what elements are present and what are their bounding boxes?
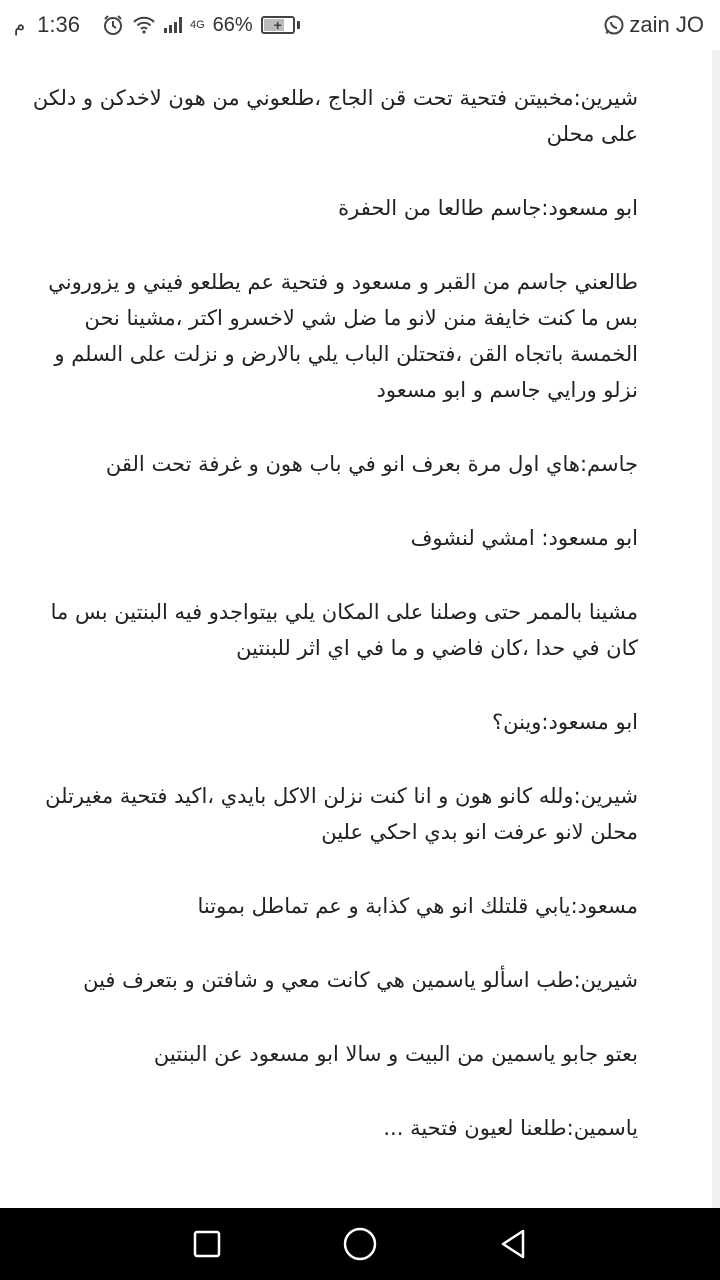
battery-percent: 66% — [212, 13, 253, 36]
status-left-group — [14, 12, 300, 38]
story-content[interactable] — [0, 50, 720, 1208]
network-type: 4G — [189, 19, 205, 31]
wifi-icon — [132, 15, 156, 35]
triangle-back-icon — [497, 1228, 529, 1260]
story-paragraph: ابو مسعود:وينن؟ — [491, 710, 638, 734]
clock: 1:36 — [37, 12, 80, 37]
carrier-name: zain JO — [629, 12, 704, 37]
status-bar — [0, 0, 720, 50]
story-paragraph: ابو مسعود: امشي لنشوف — [410, 526, 638, 550]
story-paragraph: بعتو جابو ياسمين من البيت و سالا ابو مسعود عن البنتين — [153, 1042, 638, 1066]
story-paragraph: مسعود:يابي قلتلك انو هي كذابة و عم تماطل بموتنا — [197, 894, 638, 918]
alarm-icon — [102, 14, 124, 36]
ampm-indicator: م — [14, 14, 26, 35]
back-button[interactable] — [483, 1214, 543, 1274]
story-paragraph: شيرين:ولله كانو هون و انا كنت نزلن الاكل بايدي ،اكيد فتحية مغيرتلن محلن لانو عرفت انو بدي احكي علين — [45, 784, 638, 844]
status-right-group — [603, 12, 704, 38]
story-paragraph: شيرين:طب اسألو ياسمين هي كانت معي و شافتن و بتعرف فين — [83, 968, 638, 992]
square-icon — [192, 1229, 222, 1259]
scroll-edge — [712, 50, 720, 1208]
signal-strength-icon — [164, 17, 182, 33]
story-paragraph: جاسم:هاي اول مرة بعرف انو في باب هون و غرفة تحت القن — [105, 452, 638, 476]
battery-icon: + — [261, 16, 300, 34]
story-paragraph: شيرين:مخبيتن فتحية تحت قن الجاج ،طلعوني من هون لاخدكن و دلكن على محلن — [32, 86, 638, 146]
recents-button[interactable] — [177, 1214, 237, 1274]
whatsapp-icon — [603, 14, 625, 36]
home-button[interactable] — [330, 1214, 390, 1274]
story-paragraph: ابو مسعود:جاسم طالعا من الحفرة — [338, 196, 638, 220]
story-paragraph: مشينا بالممر حتى وصلنا على المكان يلي بيتواجدو فيه البنتين بس ما كان في حدا ،كان فاضي و ما في اي اثر للبنتين — [50, 600, 638, 660]
story-paragraph: طالعني جاسم من القبر و مسعود و فتحية عم يطلعو فيني و يزوروني بس ما كنت خايفة منن لانو ما ضل شي لاخسرو اكتر ،مشينا نحن الخمسة باتجاه القن ،فتحتلن الباب يلي بالارض و نزلت على السلم و نزلو ورايي جاسم و ابو مسعود — [48, 270, 638, 402]
navigation-bar — [0, 1208, 720, 1280]
circle-icon — [342, 1226, 378, 1262]
story-paragraph: ياسمين:طلعنا لعيون فتحية ... — [383, 1116, 638, 1140]
